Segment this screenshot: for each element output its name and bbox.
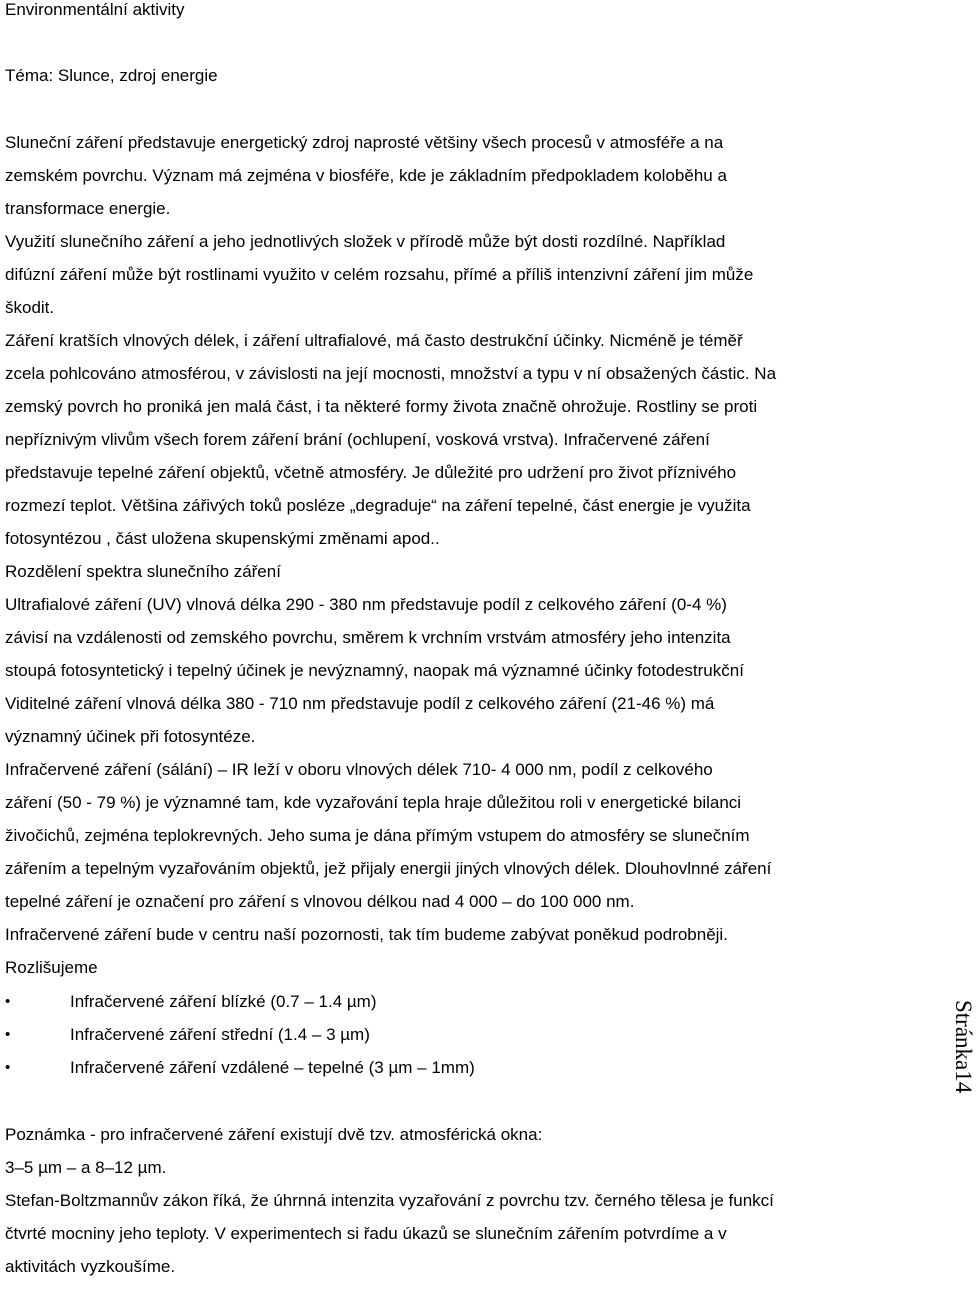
text-line: Záření kratších vlnových délek, i záření ultrafialové, má často destrukční účinky. Nicméně je téměř [5,331,743,350]
bullet-item: Infračervené záření blízké (0.7 – 1.4 µm) [70,992,377,1011]
bullet-marker: • [5,1026,11,1043]
text-line: fotosyntézou , část uložena skupenskými změnami apod.. [5,529,440,548]
text-line: aktivitách vyzkoušíme. [5,1257,176,1276]
text-line: zemském povrchu. Význam má zejména v biosféře, kde je základním předpokladem koloběhu a [5,166,727,185]
text-line: Využití slunečního záření a jeho jednotlivých složek v přírodě může být dosti rozdílné. Například [5,232,726,251]
text-line: živočichů, zejména teplokrevných. Jeho suma je dána přímým vstupem do atmosféry se slunečním [5,826,750,845]
section-heading: Rozdělení spektra slunečního záření [5,562,281,581]
text-line: Stefan-Boltzmannův zákon říká, že úhrnná intenzita vyzařování z povrchu tzv. černého tělesa je funkcí [5,1191,774,1210]
text-line: zcela pohlcováno atmosférou, v závislosti na její mocnosti, množství a typu v ní obsažených částic. Na [5,364,777,383]
text-line: škodit. [5,298,55,317]
text-line: zářením a tepelným vyzařováním objektů, jež přijaly energii jiných vlnových délek. Dlouhovlnné záření [5,859,772,878]
bullet-marker: • [5,993,11,1010]
text-line: stoupá fotosyntetický i tepelný účinek je nevýznamný, naopak má významné účinky fotodestrukční [5,661,744,680]
text-line: difúzní záření může být rostlinami využito v celém rozsahu, přímé a příliš intenzivní záření jim může [5,265,754,284]
text-line: Ultrafialové záření (UV) vlnová délka 290 - 380 nm představuje podíl z celkového záření (0-4 %) [5,595,727,614]
text-line: zemský povrch ho proniká jen malá část, i ta některé formy života značně ohrožuje. Rostliny se proti [5,397,758,416]
text-line: Rozlišujeme [5,958,98,977]
bullet-item: Infračervené záření vzdálené – tepelné (3 µm – 1mm) [70,1058,475,1077]
text-line: záření (50 - 79 %) je významné tam, kde vyzařování tepla hraje důležitou roli v energetické bilanci [5,793,742,812]
note-line: 3–5 µm – a 8–12 µm. [5,1158,167,1177]
text-line: tepelné záření je označení pro záření s vlnovou délkou nad 4 000 – do 100 000 nm. [5,892,635,911]
bullet-item: Infračervené záření střední (1.4 – 3 µm) [70,1025,370,1044]
text-line: představuje tepelné záření objektů, včetně atmosféry. Je důležité pro udržení pro život příznivého [5,463,737,482]
text-line: nepříznivým vlivům všech forem záření brání (ochlupení, vosková vrstva). Infračervené záření [5,430,710,449]
text-line: závisí na vzdálenosti od zemského povrchu, směrem k vrchním vrstvám atmosféry jeho intenzita [5,628,731,647]
topic-title: Téma: Slunce, zdroj energie [5,66,218,85]
document-header: Environmentální aktivity [5,0,185,19]
text-line: Infračervené záření bude v centru naší pozornosti, tak tím budeme zabývat poněkud podrobněji. [5,925,728,944]
note-line: Poznámka - pro infračervené záření existují dvě tzv. atmosférická okna: [5,1125,543,1144]
text-line: Sluneční záření představuje energetický zdroj naprosté většiny všech procesů v atmosféře a na [5,133,724,152]
text-line: rozmezí teplot. Většina zářivých toků posléze „degraduje“ na záření tepelné, část energie je využita [5,496,751,515]
text-line: transformace energie. [5,199,171,218]
bullet-marker: • [5,1059,11,1076]
text-line: čtvrté mocniny jeho teploty. V experimentech si řadu úkazů se slunečním zářením potvrdíme a v [5,1224,727,1243]
text-line: Viditelné záření vlnová délka 380 - 710 nm představuje podíl z celkového záření (21-46 %) má [5,694,715,713]
text-line: významný účinek při fotosyntéze. [5,727,256,746]
page-number-label: Stránka14 [951,1000,976,1094]
text-line: Infračervené záření (sálání) – IR leží v oboru vlnových délek 710- 4 000 nm, podíl z celkového [5,760,713,779]
